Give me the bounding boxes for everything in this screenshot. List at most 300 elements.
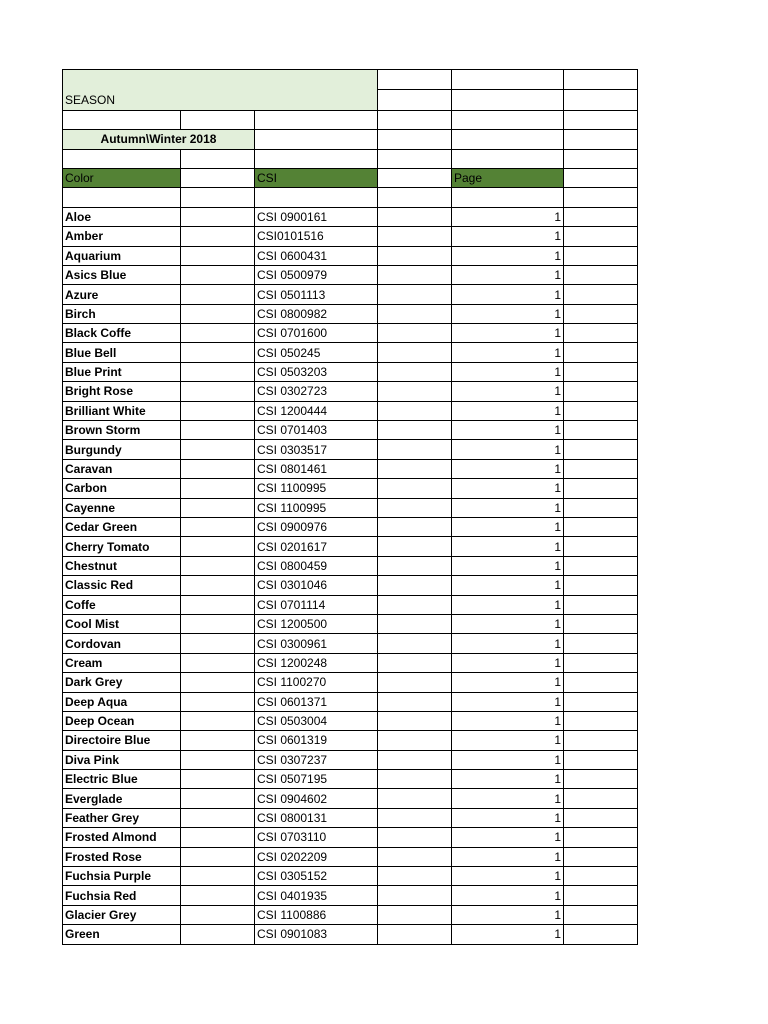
page-number-cell[interactable]: 1 <box>452 362 564 381</box>
table-row <box>63 750 638 769</box>
season-value[interactable]: Autumn\Winter 2018 <box>63 130 255 149</box>
csi-code-cell[interactable]: CSI 0307237 <box>255 750 378 769</box>
page-number-cell[interactable]: 1 <box>452 227 564 246</box>
color-name-cell[interactable]: Directoire Blue <box>63 731 181 750</box>
empty-cell[interactable] <box>452 110 564 129</box>
empty-cell[interactable] <box>564 421 638 440</box>
empty-cell[interactable] <box>63 149 181 168</box>
color-name-cell[interactable]: Cedar Green <box>63 518 181 537</box>
page-number-cell[interactable]: 1 <box>452 847 564 866</box>
empty-cell[interactable] <box>564 886 638 905</box>
empty-cell[interactable] <box>564 265 638 284</box>
spacer-row <box>63 188 638 207</box>
empty-cell[interactable] <box>181 440 255 459</box>
empty-cell[interactable] <box>255 149 378 168</box>
color-name-cell[interactable]: Deep Ocean <box>63 711 181 730</box>
color-name-cell[interactable]: Blue Print <box>63 362 181 381</box>
csi-code-cell[interactable]: CSI 0303517 <box>255 440 378 459</box>
empty-cell[interactable] <box>378 595 452 614</box>
color-name-cell[interactable]: Cool Mist <box>63 614 181 633</box>
empty-cell[interactable] <box>452 70 564 90</box>
csi-code-cell[interactable]: CSI 0302723 <box>255 382 378 401</box>
empty-cell[interactable] <box>181 246 255 265</box>
empty-cell[interactable] <box>181 847 255 866</box>
empty-cell[interactable] <box>378 168 452 187</box>
empty-cell[interactable] <box>564 905 638 924</box>
empty-cell[interactable] <box>181 304 255 323</box>
color-name-cell[interactable]: Fuchsia Red <box>63 886 181 905</box>
page-number-cell[interactable]: 1 <box>452 905 564 924</box>
empty-cell[interactable] <box>452 130 564 149</box>
empty-cell[interactable] <box>378 556 452 575</box>
empty-cell[interactable] <box>378 440 452 459</box>
csi-code-cell[interactable]: CSI 0800131 <box>255 808 378 827</box>
table-row <box>63 595 638 614</box>
color-name-cell[interactable]: Brilliant White <box>63 401 181 420</box>
empty-cell[interactable] <box>181 789 255 808</box>
empty-cell[interactable] <box>378 227 452 246</box>
empty-cell[interactable] <box>181 265 255 284</box>
page-number-cell[interactable]: 1 <box>452 556 564 575</box>
csi-code-cell[interactable]: CSI 050245 <box>255 343 378 362</box>
table-row <box>63 673 638 692</box>
color-name-cell[interactable]: Frosted Almond <box>63 828 181 847</box>
color-name-cell[interactable]: Everglade <box>63 789 181 808</box>
page-number-cell[interactable]: 1 <box>452 673 564 692</box>
empty-cell[interactable] <box>564 828 638 847</box>
color-name-cell[interactable]: Burgundy <box>63 440 181 459</box>
page-number-cell[interactable]: 1 <box>452 886 564 905</box>
page-number-cell[interactable]: 1 <box>452 498 564 517</box>
empty-cell[interactable] <box>181 324 255 343</box>
color-name-cell[interactable]: Birch <box>63 304 181 323</box>
table-row <box>63 905 638 924</box>
empty-cell[interactable] <box>63 110 181 129</box>
page-number-cell[interactable]: 1 <box>452 343 564 362</box>
empty-cell[interactable] <box>564 614 638 633</box>
empty-cell[interactable] <box>564 382 638 401</box>
empty-cell[interactable] <box>378 886 452 905</box>
color-name-cell[interactable]: Glacier Grey <box>63 905 181 924</box>
color-name-cell[interactable]: Bright Rose <box>63 382 181 401</box>
empty-cell[interactable] <box>564 70 638 90</box>
spacer-row <box>63 110 638 129</box>
color-name-cell[interactable]: Electric Blue <box>63 770 181 789</box>
header-page[interactable]: Page <box>452 168 564 187</box>
empty-cell[interactable] <box>181 808 255 827</box>
empty-cell[interactable] <box>378 246 452 265</box>
csi-code-cell[interactable]: CSI 0301046 <box>255 576 378 595</box>
empty-cell[interactable] <box>378 789 452 808</box>
csi-code-cell[interactable]: CSI 0202209 <box>255 847 378 866</box>
empty-cell[interactable] <box>181 867 255 886</box>
empty-cell[interactable] <box>181 498 255 517</box>
empty-cell[interactable] <box>378 304 452 323</box>
empty-cell[interactable] <box>255 188 378 207</box>
page-number-cell[interactable]: 1 <box>452 925 564 944</box>
empty-cell[interactable] <box>181 459 255 478</box>
empty-cell[interactable] <box>181 595 255 614</box>
csi-code-cell[interactable]: CSI 1200500 <box>255 614 378 633</box>
csi-code-cell[interactable]: CSI 0701600 <box>255 324 378 343</box>
empty-cell[interactable] <box>181 401 255 420</box>
color-name-cell[interactable]: Feather Grey <box>63 808 181 827</box>
csi-code-cell[interactable]: CSI 0305152 <box>255 867 378 886</box>
season-label[interactable]: SEASON <box>63 70 378 111</box>
empty-cell[interactable] <box>564 459 638 478</box>
empty-cell[interactable] <box>378 498 452 517</box>
empty-cell[interactable] <box>255 110 378 129</box>
page-number-cell[interactable]: 1 <box>452 731 564 750</box>
csi-code-cell[interactable]: CSI 0701403 <box>255 421 378 440</box>
color-name-cell[interactable]: Aloe <box>63 207 181 226</box>
color-name-cell[interactable]: Cayenne <box>63 498 181 517</box>
color-name-cell[interactable]: Amber <box>63 227 181 246</box>
empty-cell[interactable] <box>564 343 638 362</box>
page-number-cell[interactable]: 1 <box>452 770 564 789</box>
empty-cell[interactable] <box>564 498 638 517</box>
csi-code-cell[interactable]: CSI 0900161 <box>255 207 378 226</box>
csi-code-cell[interactable]: CSI 1200444 <box>255 401 378 420</box>
empty-cell[interactable] <box>564 149 638 168</box>
empty-cell[interactable] <box>378 149 452 168</box>
empty-cell[interactable] <box>181 110 255 129</box>
page-number-cell[interactable]: 1 <box>452 595 564 614</box>
empty-cell[interactable] <box>378 653 452 672</box>
empty-cell[interactable] <box>564 188 638 207</box>
empty-cell[interactable] <box>63 188 181 207</box>
empty-cell[interactable] <box>255 130 378 149</box>
csi-code-cell[interactable]: CSI 0703110 <box>255 828 378 847</box>
csi-code-cell[interactable]: CSI 0600431 <box>255 246 378 265</box>
page-number-cell[interactable]: 1 <box>452 459 564 478</box>
empty-cell[interactable] <box>564 634 638 653</box>
empty-cell[interactable] <box>378 634 452 653</box>
color-name-cell[interactable]: Fuchsia Purple <box>63 867 181 886</box>
table-row <box>63 770 638 789</box>
empty-cell[interactable] <box>378 421 452 440</box>
empty-cell[interactable] <box>181 828 255 847</box>
empty-cell[interactable] <box>378 867 452 886</box>
empty-cell[interactable] <box>181 634 255 653</box>
empty-cell[interactable] <box>181 653 255 672</box>
page-number-cell[interactable]: 1 <box>452 440 564 459</box>
empty-cell[interactable] <box>181 362 255 381</box>
page-number-cell[interactable]: 1 <box>452 518 564 537</box>
color-name-cell[interactable]: Azure <box>63 285 181 304</box>
color-name-cell[interactable]: Asics Blue <box>63 265 181 284</box>
page-number-cell[interactable]: 1 <box>452 421 564 440</box>
empty-cell[interactable] <box>378 188 452 207</box>
empty-cell[interactable] <box>564 440 638 459</box>
header-color[interactable]: Color <box>63 168 181 187</box>
table-row <box>63 556 638 575</box>
page-number-cell[interactable]: 1 <box>452 479 564 498</box>
season-row-1 <box>63 70 638 90</box>
color-name-cell[interactable]: Blue Bell <box>63 343 181 362</box>
table-row <box>63 421 638 440</box>
csi-code-cell[interactable]: CSI 0904602 <box>255 789 378 808</box>
csi-code-cell[interactable]: CSI 0503004 <box>255 711 378 730</box>
color-name-cell[interactable]: Aquarium <box>63 246 181 265</box>
color-name-cell[interactable]: Deep Aqua <box>63 692 181 711</box>
csi-code-cell[interactable]: CSI 0701114 <box>255 595 378 614</box>
table-row <box>63 886 638 905</box>
empty-cell[interactable] <box>378 692 452 711</box>
table-row <box>63 498 638 517</box>
csi-code-cell[interactable]: CSI 0300961 <box>255 634 378 653</box>
empty-cell[interactable] <box>564 537 638 556</box>
csi-code-cell[interactable]: CSI 0900976 <box>255 518 378 537</box>
csi-code-cell[interactable]: CSI 0800459 <box>255 556 378 575</box>
csi-code-cell[interactable]: CSI 1200248 <box>255 653 378 672</box>
empty-cell[interactable] <box>181 285 255 304</box>
page-number-cell[interactable]: 1 <box>452 867 564 886</box>
empty-cell[interactable] <box>378 362 452 381</box>
empty-cell[interactable] <box>378 905 452 924</box>
page-number-cell[interactable]: 1 <box>452 634 564 653</box>
csi-code-cell[interactable]: CSI 0507195 <box>255 770 378 789</box>
color-name-cell[interactable]: Carbon <box>63 479 181 498</box>
empty-cell[interactable] <box>378 750 452 769</box>
table-row <box>63 227 638 246</box>
csi-code-cell[interactable]: CSI 1100995 <box>255 498 378 517</box>
header-row <box>63 168 638 187</box>
color-name-cell[interactable]: Classic Red <box>63 576 181 595</box>
empty-cell[interactable] <box>181 343 255 362</box>
page-number-cell[interactable]: 1 <box>452 382 564 401</box>
csi-code-cell[interactable]: CSI 0201617 <box>255 537 378 556</box>
color-name-cell[interactable]: Coffe <box>63 595 181 614</box>
empty-cell[interactable] <box>564 518 638 537</box>
page-number-cell[interactable]: 1 <box>452 576 564 595</box>
empty-cell[interactable] <box>378 90 452 110</box>
table-row <box>63 401 638 420</box>
csi-code-cell[interactable]: CSI 0800982 <box>255 304 378 323</box>
color-name-cell[interactable]: Black Coffe <box>63 324 181 343</box>
empty-cell[interactable] <box>181 168 255 187</box>
csi-code-cell[interactable]: CSI 1100270 <box>255 673 378 692</box>
csi-code-cell[interactable]: CSI 0601371 <box>255 692 378 711</box>
empty-cell[interactable] <box>181 576 255 595</box>
empty-cell[interactable] <box>564 692 638 711</box>
empty-cell[interactable] <box>564 304 638 323</box>
empty-cell[interactable] <box>181 518 255 537</box>
table-row <box>63 459 638 478</box>
empty-cell[interactable] <box>564 207 638 226</box>
empty-cell[interactable] <box>181 614 255 633</box>
page-number-cell[interactable]: 1 <box>452 324 564 343</box>
empty-cell[interactable] <box>564 789 638 808</box>
empty-cell[interactable] <box>181 149 255 168</box>
empty-cell[interactable] <box>181 692 255 711</box>
empty-cell[interactable] <box>564 673 638 692</box>
empty-cell[interactable] <box>564 576 638 595</box>
empty-cell[interactable] <box>378 70 452 90</box>
empty-cell[interactable] <box>452 90 564 110</box>
csi-code-cell[interactable]: CSI 0801461 <box>255 459 378 478</box>
empty-cell[interactable] <box>378 130 452 149</box>
empty-cell[interactable] <box>181 711 255 730</box>
table-row <box>63 808 638 827</box>
sheet-body <box>63 70 638 945</box>
table-row <box>63 265 638 284</box>
empty-cell[interactable] <box>564 479 638 498</box>
empty-cell[interactable] <box>564 168 638 187</box>
color-name-cell[interactable]: Green <box>63 925 181 944</box>
empty-cell[interactable] <box>181 925 255 944</box>
color-name-cell[interactable]: Brown Storm <box>63 421 181 440</box>
table-row <box>63 692 638 711</box>
color-name-cell[interactable]: Dark Grey <box>63 673 181 692</box>
empty-cell[interactable] <box>564 556 638 575</box>
page-number-cell[interactable]: 1 <box>452 828 564 847</box>
empty-cell[interactable] <box>378 731 452 750</box>
empty-cell[interactable] <box>564 653 638 672</box>
csi-code-cell[interactable]: CSI 0503203 <box>255 362 378 381</box>
empty-cell[interactable] <box>564 750 638 769</box>
empty-cell[interactable] <box>564 867 638 886</box>
page-number-cell[interactable]: 1 <box>452 265 564 284</box>
empty-cell[interactable] <box>181 673 255 692</box>
table-row <box>63 324 638 343</box>
table-row <box>63 518 638 537</box>
color-name-cell[interactable]: Frosted Rose <box>63 847 181 866</box>
page-number-cell[interactable]: 1 <box>452 789 564 808</box>
empty-cell[interactable] <box>378 382 452 401</box>
empty-cell[interactable] <box>564 130 638 149</box>
empty-cell[interactable] <box>181 421 255 440</box>
page-number-cell[interactable]: 1 <box>452 304 564 323</box>
empty-cell[interactable] <box>378 285 452 304</box>
csi-code-cell[interactable]: CSI 0401935 <box>255 886 378 905</box>
empty-cell[interactable] <box>378 770 452 789</box>
empty-cell[interactable] <box>378 518 452 537</box>
csi-code-cell[interactable]: CSI 0901083 <box>255 925 378 944</box>
csi-code-cell[interactable]: CSI 0601319 <box>255 731 378 750</box>
empty-cell[interactable] <box>452 188 564 207</box>
csi-code-cell[interactable]: CSI 0501113 <box>255 285 378 304</box>
empty-cell[interactable] <box>378 847 452 866</box>
page-number-cell[interactable]: 1 <box>452 614 564 633</box>
empty-cell[interactable] <box>564 847 638 866</box>
empty-cell[interactable] <box>378 343 452 362</box>
empty-cell[interactable] <box>564 362 638 381</box>
empty-cell[interactable] <box>378 207 452 226</box>
table-row <box>63 711 638 730</box>
header-csi[interactable]: CSI <box>255 168 378 187</box>
empty-cell[interactable] <box>564 110 638 129</box>
empty-cell[interactable] <box>181 537 255 556</box>
table-row <box>63 537 638 556</box>
empty-cell[interactable] <box>564 324 638 343</box>
table-row <box>63 246 638 265</box>
empty-cell[interactable] <box>378 459 452 478</box>
table-row <box>63 207 638 226</box>
empty-cell[interactable] <box>378 808 452 827</box>
empty-cell[interactable] <box>181 905 255 924</box>
empty-cell[interactable] <box>564 711 638 730</box>
page-number-cell[interactable]: 1 <box>452 246 564 265</box>
empty-cell[interactable] <box>181 750 255 769</box>
empty-cell[interactable] <box>181 207 255 226</box>
empty-cell[interactable] <box>181 556 255 575</box>
empty-cell[interactable] <box>181 382 255 401</box>
csi-code-cell[interactable]: CSI0101516 <box>255 227 378 246</box>
empty-cell[interactable] <box>564 246 638 265</box>
table-row <box>63 634 638 653</box>
empty-cell[interactable] <box>181 886 255 905</box>
empty-cell[interactable] <box>564 595 638 614</box>
table-row <box>63 440 638 459</box>
empty-cell[interactable] <box>564 808 638 827</box>
table-row <box>63 304 638 323</box>
empty-cell[interactable] <box>452 149 564 168</box>
empty-cell[interactable] <box>564 401 638 420</box>
table-row <box>63 828 638 847</box>
empty-cell[interactable] <box>378 828 452 847</box>
empty-cell[interactable] <box>564 90 638 110</box>
empty-cell[interactable] <box>564 227 638 246</box>
page-number-cell[interactable]: 1 <box>452 808 564 827</box>
empty-cell[interactable] <box>378 711 452 730</box>
color-name-cell[interactable]: Cherry Tomato <box>63 537 181 556</box>
csi-code-cell[interactable]: CSI 1100886 <box>255 905 378 924</box>
empty-cell[interactable] <box>378 925 452 944</box>
table-row <box>63 362 638 381</box>
color-name-cell[interactable]: Caravan <box>63 459 181 478</box>
empty-cell[interactable] <box>378 324 452 343</box>
empty-cell[interactable] <box>564 770 638 789</box>
empty-cell[interactable] <box>378 401 452 420</box>
csi-code-cell[interactable]: CSI 1100995 <box>255 479 378 498</box>
empty-cell[interactable] <box>378 576 452 595</box>
empty-cell[interactable] <box>378 537 452 556</box>
page-number-cell[interactable]: 1 <box>452 401 564 420</box>
empty-cell[interactable] <box>378 110 452 129</box>
empty-cell[interactable] <box>378 265 452 284</box>
empty-cell[interactable] <box>181 731 255 750</box>
page-number-cell[interactable]: 1 <box>452 537 564 556</box>
csi-code-cell[interactable]: CSI 0500979 <box>255 265 378 284</box>
page-number-cell[interactable]: 1 <box>452 750 564 769</box>
color-name-cell[interactable]: Diva Pink <box>63 750 181 769</box>
color-name-cell[interactable]: Cordovan <box>63 634 181 653</box>
page-number-cell[interactable]: 1 <box>452 692 564 711</box>
page-number-cell[interactable]: 1 <box>452 711 564 730</box>
empty-cell[interactable] <box>378 479 452 498</box>
spreadsheet <box>62 69 638 945</box>
color-name-cell[interactable]: Cream <box>63 653 181 672</box>
page-number-cell[interactable]: 1 <box>452 285 564 304</box>
empty-cell[interactable] <box>564 925 638 944</box>
table-row <box>63 653 638 672</box>
empty-cell[interactable] <box>181 479 255 498</box>
empty-cell[interactable] <box>378 673 452 692</box>
empty-cell[interactable] <box>564 285 638 304</box>
empty-cell[interactable] <box>564 731 638 750</box>
page-number-cell[interactable]: 1 <box>452 653 564 672</box>
table-row <box>63 847 638 866</box>
table-row <box>63 479 638 498</box>
color-name-cell[interactable]: Chestnut <box>63 556 181 575</box>
empty-cell[interactable] <box>181 227 255 246</box>
empty-cell[interactable] <box>181 188 255 207</box>
page-number-cell[interactable]: 1 <box>452 207 564 226</box>
empty-cell[interactable] <box>378 614 452 633</box>
empty-cell[interactable] <box>181 770 255 789</box>
table-row <box>63 789 638 808</box>
